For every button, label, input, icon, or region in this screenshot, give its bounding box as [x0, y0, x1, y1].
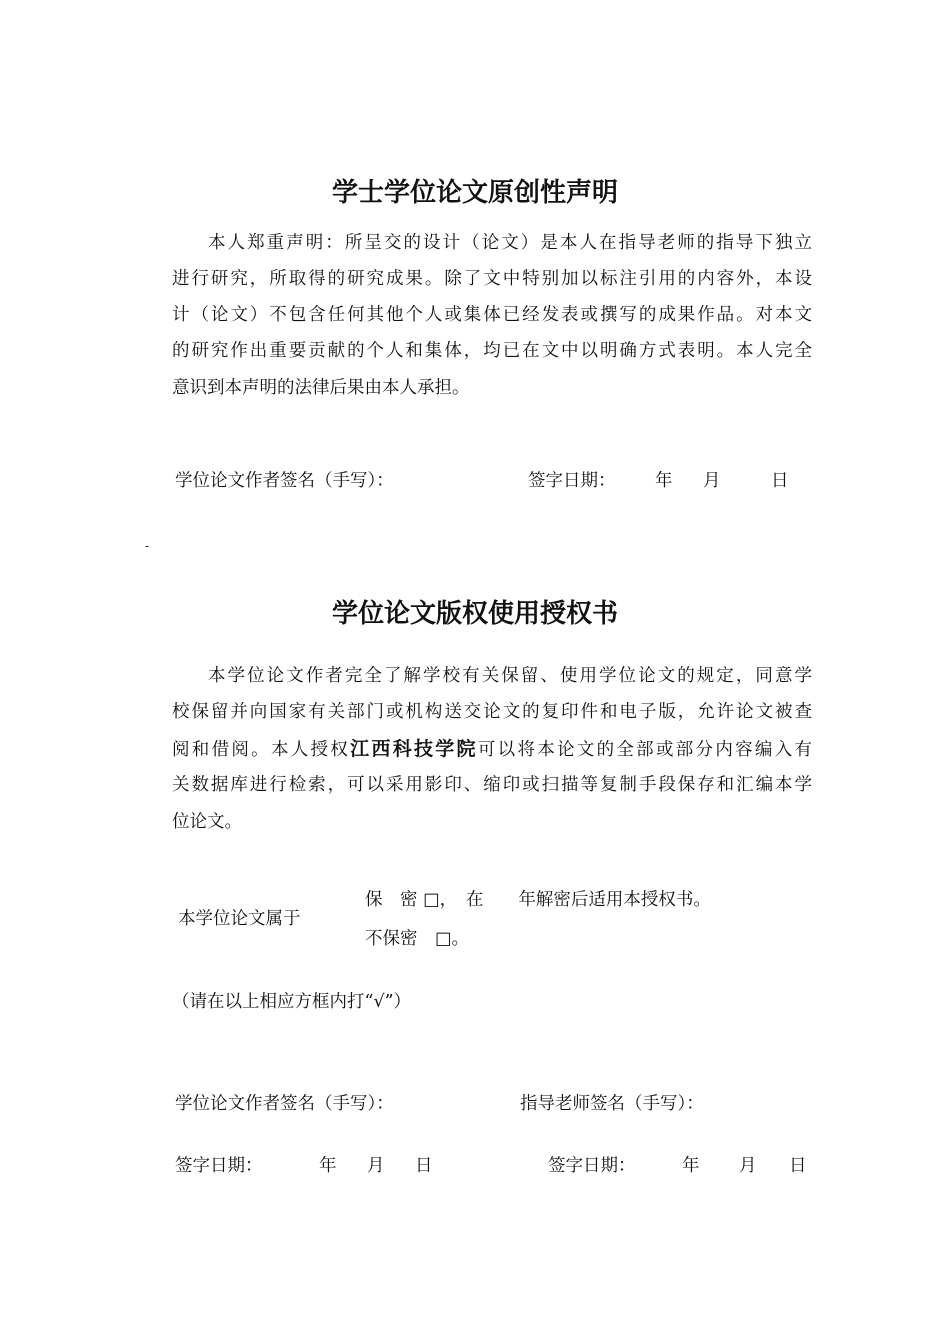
- authorization-line: 关数据库进行检索，可以采用影印、缩印或扫描等复制手段保存和汇编本学: [172, 775, 812, 795]
- year-label: 年: [319, 1156, 337, 1176]
- year-label: 年: [682, 1156, 700, 1176]
- month-label: 月: [703, 471, 721, 491]
- institution-name: 江西科技学院: [350, 738, 478, 760]
- author-date-label: 签字日期：: [175, 1156, 263, 1176]
- day-label: 日: [789, 1156, 807, 1176]
- belongs-label: 本学位论文属于: [178, 909, 301, 929]
- day-label: 日: [415, 1156, 433, 1176]
- advisor-signature-label: 指导老师签名（手写）：: [520, 1094, 704, 1114]
- declaration-line: 的研究作出重要贡献的个人和集体，均已在文中以明确方式表明。本人完全: [172, 341, 812, 361]
- authorization-line: 校保留并向国家有关部门或机构送交论文的复印件和电子版，允许论文被查: [172, 702, 812, 722]
- authorization-line: 位论文。: [172, 812, 242, 832]
- option-not-confidential[interactable]: 不保密 □。: [365, 929, 470, 949]
- line-text: 可以将本论文的全部或部分内容编入有: [477, 740, 812, 760]
- authorization-line: [172, 739, 812, 760]
- month-label: 月: [367, 1156, 385, 1176]
- instruction-text: （请在以上相应方框内打“√”）: [172, 992, 412, 1012]
- day-label: 日: [771, 471, 789, 491]
- authorization-title: 学位论文版权使用授权书: [331, 599, 618, 629]
- date-label: 签字日期：: [528, 471, 616, 491]
- author-signature-label: 学位论文作者签名（手写）：: [175, 471, 394, 491]
- declaration-title: 学士学位论文原创性声明: [331, 178, 618, 208]
- declaration-line: 进行研究，所取得的研究成果。除了文中特别加以标注引用的内容外，本设: [172, 269, 812, 289]
- authorization-line: 本学位论文作者完全了解学校有关保留、使用学位论文的规定，同意学: [208, 666, 812, 686]
- declaration-line: 计（论文）不包含任何其他个人或集体已经发表或撰写的成果作品。对本文: [172, 305, 812, 325]
- separator-mark: -: [145, 539, 150, 553]
- author-signature-label: 学位论文作者签名（手写）：: [175, 1094, 394, 1114]
- month-label: 月: [739, 1156, 757, 1176]
- option-confidential[interactable]: 保 密 □， 在 年解密后适用本授权书。: [365, 890, 711, 910]
- advisor-date-label: 签字日期：: [548, 1156, 636, 1176]
- declaration-line: 本人郑重声明：所呈交的设计（论文）是本人在指导老师的指导下独立: [208, 233, 812, 253]
- year-label: 年: [655, 471, 673, 491]
- line-text: 阅和借阅。本人授权: [172, 740, 351, 760]
- declaration-line: 意识到本声明的法律后果由本人承担。: [172, 378, 470, 398]
